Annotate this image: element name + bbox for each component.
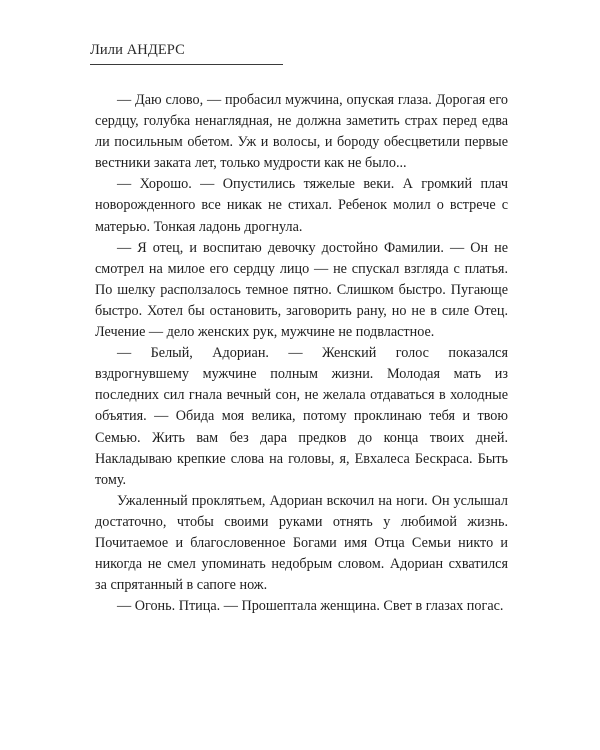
running-header: Лили АНДЕРС [90,42,185,58]
body-text [95,90,508,617]
paragraph-1: — Даю слово, — пробасил мужчина, опуская глаза. Дорогая его сердцу, голубка ненаглядная, не должна заметить страх перед едва ли посильным обетом. Уж и волосы, и бороду обесцветили первые вестники заката лет, только мудрости как не было... [95,92,508,172]
paragraph-5: Ужаленный проклятьем, Адориан вскочил на ноги. Он услышал достаточно, чтобы своими руками отнять у любимой жизнь. Почитаемое и благословенное Богами имя Отца Семьи никто и никогда не смел упоминать недобрым словом. Адориан схватился за спрятанный в сапоге нож. [95,492,508,594]
paragraph-3: — Я отец, и воспитаю девочку достойно Фамилии. — Он не смотрел на милое его сердцу лицо — не спускал взгляда с платья. По шелку расползалось темное пятно. Слишком быстро. Пугающе быстро. Хотел бы остановить, заговорить рану, но не в силе Отец. Лечение — дело женских рук, мужчине не подвластное. [95,239,508,341]
paragraph-6: — Огонь. Птица. — Прошептала женщина. Свет в глазах погас. [117,598,504,615]
paragraph-2: — Хорошо. — Опустились тяжелые веки. А громкий плач новорожденного все никак не стихал. Ребенок молил о встрече с матерью. Тонкая ладонь дрогнула. [95,176,508,235]
paragraph-4: — Белый, Адориан. — Женский голос показался вздрогнувшему мужчине полным жизни. Молодая мать из последних сил гнала вечный сон, не желала отдаваться в холодные объятия. — Обида моя велика, потому проклинаю тебя и твою Семью. Жить вам без дара предков до конца твоих дней. Накладываю крепкие слова на головы, я, Евхалеса Бескраса. Быть тому. [95,345,508,488]
header-rule [90,64,283,65]
